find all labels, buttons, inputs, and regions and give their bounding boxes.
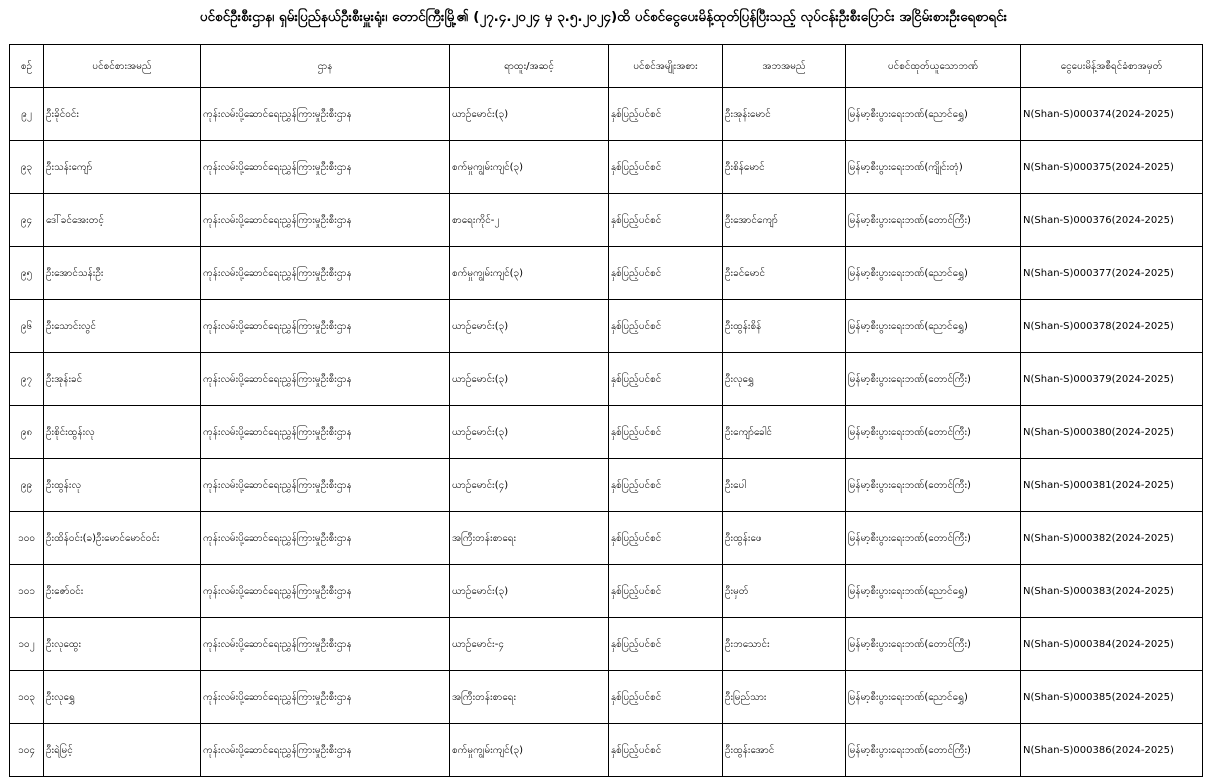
cell-department: ကုန်းလမ်းပို့ဆောင်ရေးညွှန်ကြားမှုဦးစီးဌာန bbox=[201, 724, 450, 777]
cell-pension-type: နှစ်ပြည့်ပင်စင် bbox=[609, 247, 723, 300]
cell-father-name: ဦးခင်မောင် bbox=[723, 247, 846, 300]
header-serial: စဉ် bbox=[10, 45, 44, 88]
cell-department: ကုန်းလမ်းပို့ဆောင်ရေးညွှန်ကြားမှုဦးစီးဌာန bbox=[201, 247, 450, 300]
cell-order-number: N(Shan-S)000376(2024-2025) bbox=[1021, 194, 1203, 247]
cell-serial: ၉၈ bbox=[10, 406, 44, 459]
cell-pension-type: နှစ်ပြည့်ပင်စင် bbox=[609, 300, 723, 353]
cell-father-name: ဦးပေါ bbox=[723, 459, 846, 512]
cell-bank: မြန်မာ့စီးပွားရေးဘဏ်(ညောင်ရွှေ) bbox=[846, 300, 1021, 353]
cell-rank: အကြီးတန်းစာရေး bbox=[450, 512, 609, 565]
cell-order-number: N(Shan-S)000380(2024-2025) bbox=[1021, 406, 1203, 459]
cell-pension-type: နှစ်ပြည့်ပင်စင် bbox=[609, 353, 723, 406]
cell-bank: မြန်မာ့စီးပွားရေးဘဏ်(ညောင်ရွှေ) bbox=[846, 247, 1021, 300]
cell-bank: မြန်မာ့စီးပွားရေးဘဏ်(တောင်ကြီး) bbox=[846, 353, 1021, 406]
table-row bbox=[10, 141, 1203, 194]
cell-department: ကုန်းလမ်းပို့ဆောင်ရေးညွှန်ကြားမှုဦးစီးဌာန bbox=[201, 565, 450, 618]
cell-department: ကုန်းလမ်းပို့ဆောင်ရေးညွှန်ကြားမှုဦးစီးဌာန bbox=[201, 300, 450, 353]
cell-rank: ယာဉ်မောင်း-၄ bbox=[450, 618, 609, 671]
cell-father-name: ဦးထွန်းဖေ bbox=[723, 512, 846, 565]
cell-serial: ၁၀၂ bbox=[10, 618, 44, 671]
cell-father-name: ဦးအောင်ကျော် bbox=[723, 194, 846, 247]
cell-rank: ယာဉ်မောင်း(၃) bbox=[450, 353, 609, 406]
cell-bank: မြန်မာ့စီးပွားရေးဘဏ်(ညောင်ရွှေ) bbox=[846, 671, 1021, 724]
cell-rank: ယာဉ်မောင်း(၃) bbox=[450, 565, 609, 618]
cell-father-name: ဦးကျော်ခေါင် bbox=[723, 406, 846, 459]
table-header-row bbox=[10, 45, 1203, 88]
cell-bank: မြန်မာ့စီးပွားရေးဘဏ်(ညောင်ရွှေ) bbox=[846, 88, 1021, 141]
cell-serial: ၁၀၄ bbox=[10, 724, 44, 777]
cell-bank: မြန်မာ့စီးပွားရေးဘဏ်(တောင်ကြီး) bbox=[846, 194, 1021, 247]
cell-order-number: N(Shan-S)000384(2024-2025) bbox=[1021, 618, 1203, 671]
cell-pension-type: နှစ်ပြည့်ပင်စင် bbox=[609, 141, 723, 194]
table-row bbox=[10, 194, 1203, 247]
cell-father-name: ဦးလုရွှေ bbox=[723, 353, 846, 406]
table-row bbox=[10, 353, 1203, 406]
cell-department: ကုန်းလမ်းပို့ဆောင်ရေးညွှန်ကြားမှုဦးစီးဌာန bbox=[201, 194, 450, 247]
cell-rank: စက်မှုကျွမ်းကျင်(၃) bbox=[450, 724, 609, 777]
cell-rank: ယာဉ်မောင်း(၃) bbox=[450, 300, 609, 353]
cell-pensioner-name: ဦးဇော်ဝင်း bbox=[44, 565, 201, 618]
cell-bank: မြန်မာ့စီးပွားရေးဘဏ်(တောင်ကြီး) bbox=[846, 618, 1021, 671]
cell-father-name: ဦးစိန်မောင် bbox=[723, 141, 846, 194]
cell-pension-type: နှစ်ပြည့်ပင်စင် bbox=[609, 671, 723, 724]
cell-pension-type: နှစ်ပြည့်ပင်စင် bbox=[609, 618, 723, 671]
header-pension-type: ပင်စင်အမျိုးအစား bbox=[609, 45, 723, 88]
cell-rank: ယာဉ်မောင်း(၄) bbox=[450, 459, 609, 512]
cell-serial: ၉၉ bbox=[10, 459, 44, 512]
cell-pensioner-name: ဒေါ်ခင်အေးတင့် bbox=[44, 194, 201, 247]
cell-serial: ၉၂ bbox=[10, 88, 44, 141]
header-rank: ရာထူး/အဆင့် bbox=[450, 45, 609, 88]
cell-bank: မြန်မာ့စီးပွားရေးဘဏ်(တောင်ကြီး) bbox=[846, 459, 1021, 512]
cell-department: ကုန်းလမ်းပို့ဆောင်ရေးညွှန်ကြားမှုဦးစီးဌာန bbox=[201, 353, 450, 406]
table-row bbox=[10, 618, 1203, 671]
cell-order-number: N(Shan-S)000378(2024-2025) bbox=[1021, 300, 1203, 353]
cell-pensioner-name: ဦးစိုင်းထွန်းလု bbox=[44, 406, 201, 459]
cell-order-number: N(Shan-S)000374(2024-2025) bbox=[1021, 88, 1203, 141]
cell-father-name: ဦးဘသောင်း bbox=[723, 618, 846, 671]
cell-rank: စက်မှုကျွမ်းကျင်(၃) bbox=[450, 247, 609, 300]
cell-serial: ၉၆ bbox=[10, 300, 44, 353]
header-bank: ပင်စင်ထုတ်ယူသောဘဏ် bbox=[846, 45, 1021, 88]
cell-serial: ၉၅ bbox=[10, 247, 44, 300]
cell-father-name: ဦးမှတ် bbox=[723, 565, 846, 618]
cell-order-number: N(Shan-S)000386(2024-2025) bbox=[1021, 724, 1203, 777]
cell-pensioner-name: ဦးလုထွေး bbox=[44, 618, 201, 671]
cell-pensioner-name: ဦးအောင်သန်းဦး bbox=[44, 247, 201, 300]
cell-rank: စက်မှုကျွမ်းကျင်(၃) bbox=[450, 141, 609, 194]
cell-father-name: ဦးအုန်းမောင် bbox=[723, 88, 846, 141]
cell-pension-type: နှစ်ပြည့်ပင်စင် bbox=[609, 194, 723, 247]
cell-father-name: ဦးမြည်သား bbox=[723, 671, 846, 724]
cell-order-number: N(Shan-S)000383(2024-2025) bbox=[1021, 565, 1203, 618]
cell-rank: အကြီးတန်းစာရေး bbox=[450, 671, 609, 724]
cell-rank: စာရေးကိုင်-၂ bbox=[450, 194, 609, 247]
pension-table bbox=[9, 44, 1203, 777]
cell-order-number: N(Shan-S)000381(2024-2025) bbox=[1021, 459, 1203, 512]
cell-department: ကုန်းလမ်းပို့ဆောင်ရေးညွှန်ကြားမှုဦးစီးဌာန bbox=[201, 141, 450, 194]
cell-serial: ၁၀၀ bbox=[10, 512, 44, 565]
cell-department: ကုန်းလမ်းပို့ဆောင်ရေးညွှန်ကြားမှုဦးစီးဌာန bbox=[201, 459, 450, 512]
cell-pension-type: နှစ်ပြည့်ပင်စင် bbox=[609, 512, 723, 565]
cell-father-name: ဦးထွန်းစိန် bbox=[723, 300, 846, 353]
cell-rank: ယာဉ်မောင်း(၃) bbox=[450, 88, 609, 141]
cell-serial: ၉၇ bbox=[10, 353, 44, 406]
cell-serial: ၉၄ bbox=[10, 194, 44, 247]
cell-pensioner-name: ဦးသန်းကျော် bbox=[44, 141, 201, 194]
cell-serial: ၁၀၃ bbox=[10, 671, 44, 724]
cell-department: ကုန်းလမ်းပို့ဆောင်ရေးညွှန်ကြားမှုဦးစီးဌာန bbox=[201, 671, 450, 724]
cell-pension-type: နှစ်ပြည့်ပင်စင် bbox=[609, 406, 723, 459]
cell-order-number: N(Shan-S)000382(2024-2025) bbox=[1021, 512, 1203, 565]
cell-pensioner-name: ဦးလုရွှေ bbox=[44, 671, 201, 724]
cell-pensioner-name: ဦးရဲမြင့် bbox=[44, 724, 201, 777]
cell-pensioner-name: ဦးသောင်းလွင် bbox=[44, 300, 201, 353]
cell-department: ကုန်းလမ်းပို့ဆောင်ရေးညွှန်ကြားမှုဦးစီးဌာန bbox=[201, 406, 450, 459]
cell-pension-type: နှစ်ပြည့်ပင်စင် bbox=[609, 724, 723, 777]
cell-pensioner-name: ဦးခိုင်ဝင်း bbox=[44, 88, 201, 141]
table-row bbox=[10, 565, 1203, 618]
table-row bbox=[10, 300, 1203, 353]
table-row bbox=[10, 88, 1203, 141]
cell-department: ကုန်းလမ်းပို့ဆောင်ရေးညွှန်ကြားမှုဦးစီးဌာန bbox=[201, 88, 450, 141]
table-row bbox=[10, 724, 1203, 777]
cell-order-number: N(Shan-S)000375(2024-2025) bbox=[1021, 141, 1203, 194]
cell-serial: ၁၀၁ bbox=[10, 565, 44, 618]
cell-serial: ၉၃ bbox=[10, 141, 44, 194]
table-row bbox=[10, 671, 1203, 724]
cell-bank: မြန်မာ့စီးပွားရေးဘဏ်(တောင်ကြီး) bbox=[846, 406, 1021, 459]
cell-pension-type: နှစ်ပြည့်ပင်စင် bbox=[609, 565, 723, 618]
cell-pensioner-name: ဦးထွန်းလု bbox=[44, 459, 201, 512]
cell-father-name: ဦးထွန်းအောင် bbox=[723, 724, 846, 777]
cell-order-number: N(Shan-S)000385(2024-2025) bbox=[1021, 671, 1203, 724]
table-body bbox=[10, 88, 1203, 777]
cell-bank: မြန်မာ့စီးပွားရေးဘဏ်(တောင်ကြီး) bbox=[846, 724, 1021, 777]
cell-pension-type: နှစ်ပြည့်ပင်စင် bbox=[609, 459, 723, 512]
header-father-name: အဘအမည် bbox=[723, 45, 846, 88]
cell-pensioner-name: ဦးထိန်ဝင်း(ခ)ဦးမောင်မောင်ဝင်း bbox=[44, 512, 201, 565]
cell-order-number: N(Shan-S)000377(2024-2025) bbox=[1021, 247, 1203, 300]
cell-pensioner-name: ဦးအုန်းခင် bbox=[44, 353, 201, 406]
document-title: ပင်စင်ဦးစီးဌာန၊ ရှမ်းပြည်နယ်ဦးစီးမှူးရုံး၊ တောင်ကြီးမြို့၏ (၂၇.၄.၂၀၂၄ မှ ၃.၅.၂၀၂၄)ထိ ပင်စင်ငွေပေးမိန့်ထုတ်ပြန်ပြီးသည့် လုပ်ငန်းဦးစီးပြောင်း အငြိမ်းစားဦးရေစာရင်း bbox=[199, 9, 1008, 25]
cell-department: ကုန်းလမ်းပို့ဆောင်ရေးညွှန်ကြားမှုဦးစီးဌာန bbox=[201, 512, 450, 565]
table-row bbox=[10, 512, 1203, 565]
table-row bbox=[10, 459, 1203, 512]
cell-order-number: N(Shan-S)000379(2024-2025) bbox=[1021, 353, 1203, 406]
cell-pension-type: နှစ်ပြည့်ပင်စင် bbox=[609, 88, 723, 141]
cell-department: ကုန်းလမ်းပို့ဆောင်ရေးညွှန်ကြားမှုဦးစီးဌာန bbox=[201, 618, 450, 671]
cell-bank: မြန်မာ့စီးပွားရေးဘဏ်(တောင်ကြီး) bbox=[846, 512, 1021, 565]
header-order-number: ငွေပေးမိန့်အစီရင်ခံစာအမှတ် bbox=[1021, 45, 1203, 88]
cell-bank: မြန်မာ့စီးပွားရေးဘဏ်(ကျိုင်းတုံ) bbox=[846, 141, 1021, 194]
cell-bank: မြန်မာ့စီးပွားရေးဘဏ်(ညောင်ရွှေ) bbox=[846, 565, 1021, 618]
cell-rank: ယာဉ်မောင်း(၃) bbox=[450, 406, 609, 459]
header-pensioner-name: ပင်စင်စားအမည် bbox=[44, 45, 201, 88]
table-row bbox=[10, 406, 1203, 459]
table-row bbox=[10, 247, 1203, 300]
header-department: ဌာန bbox=[201, 45, 450, 88]
